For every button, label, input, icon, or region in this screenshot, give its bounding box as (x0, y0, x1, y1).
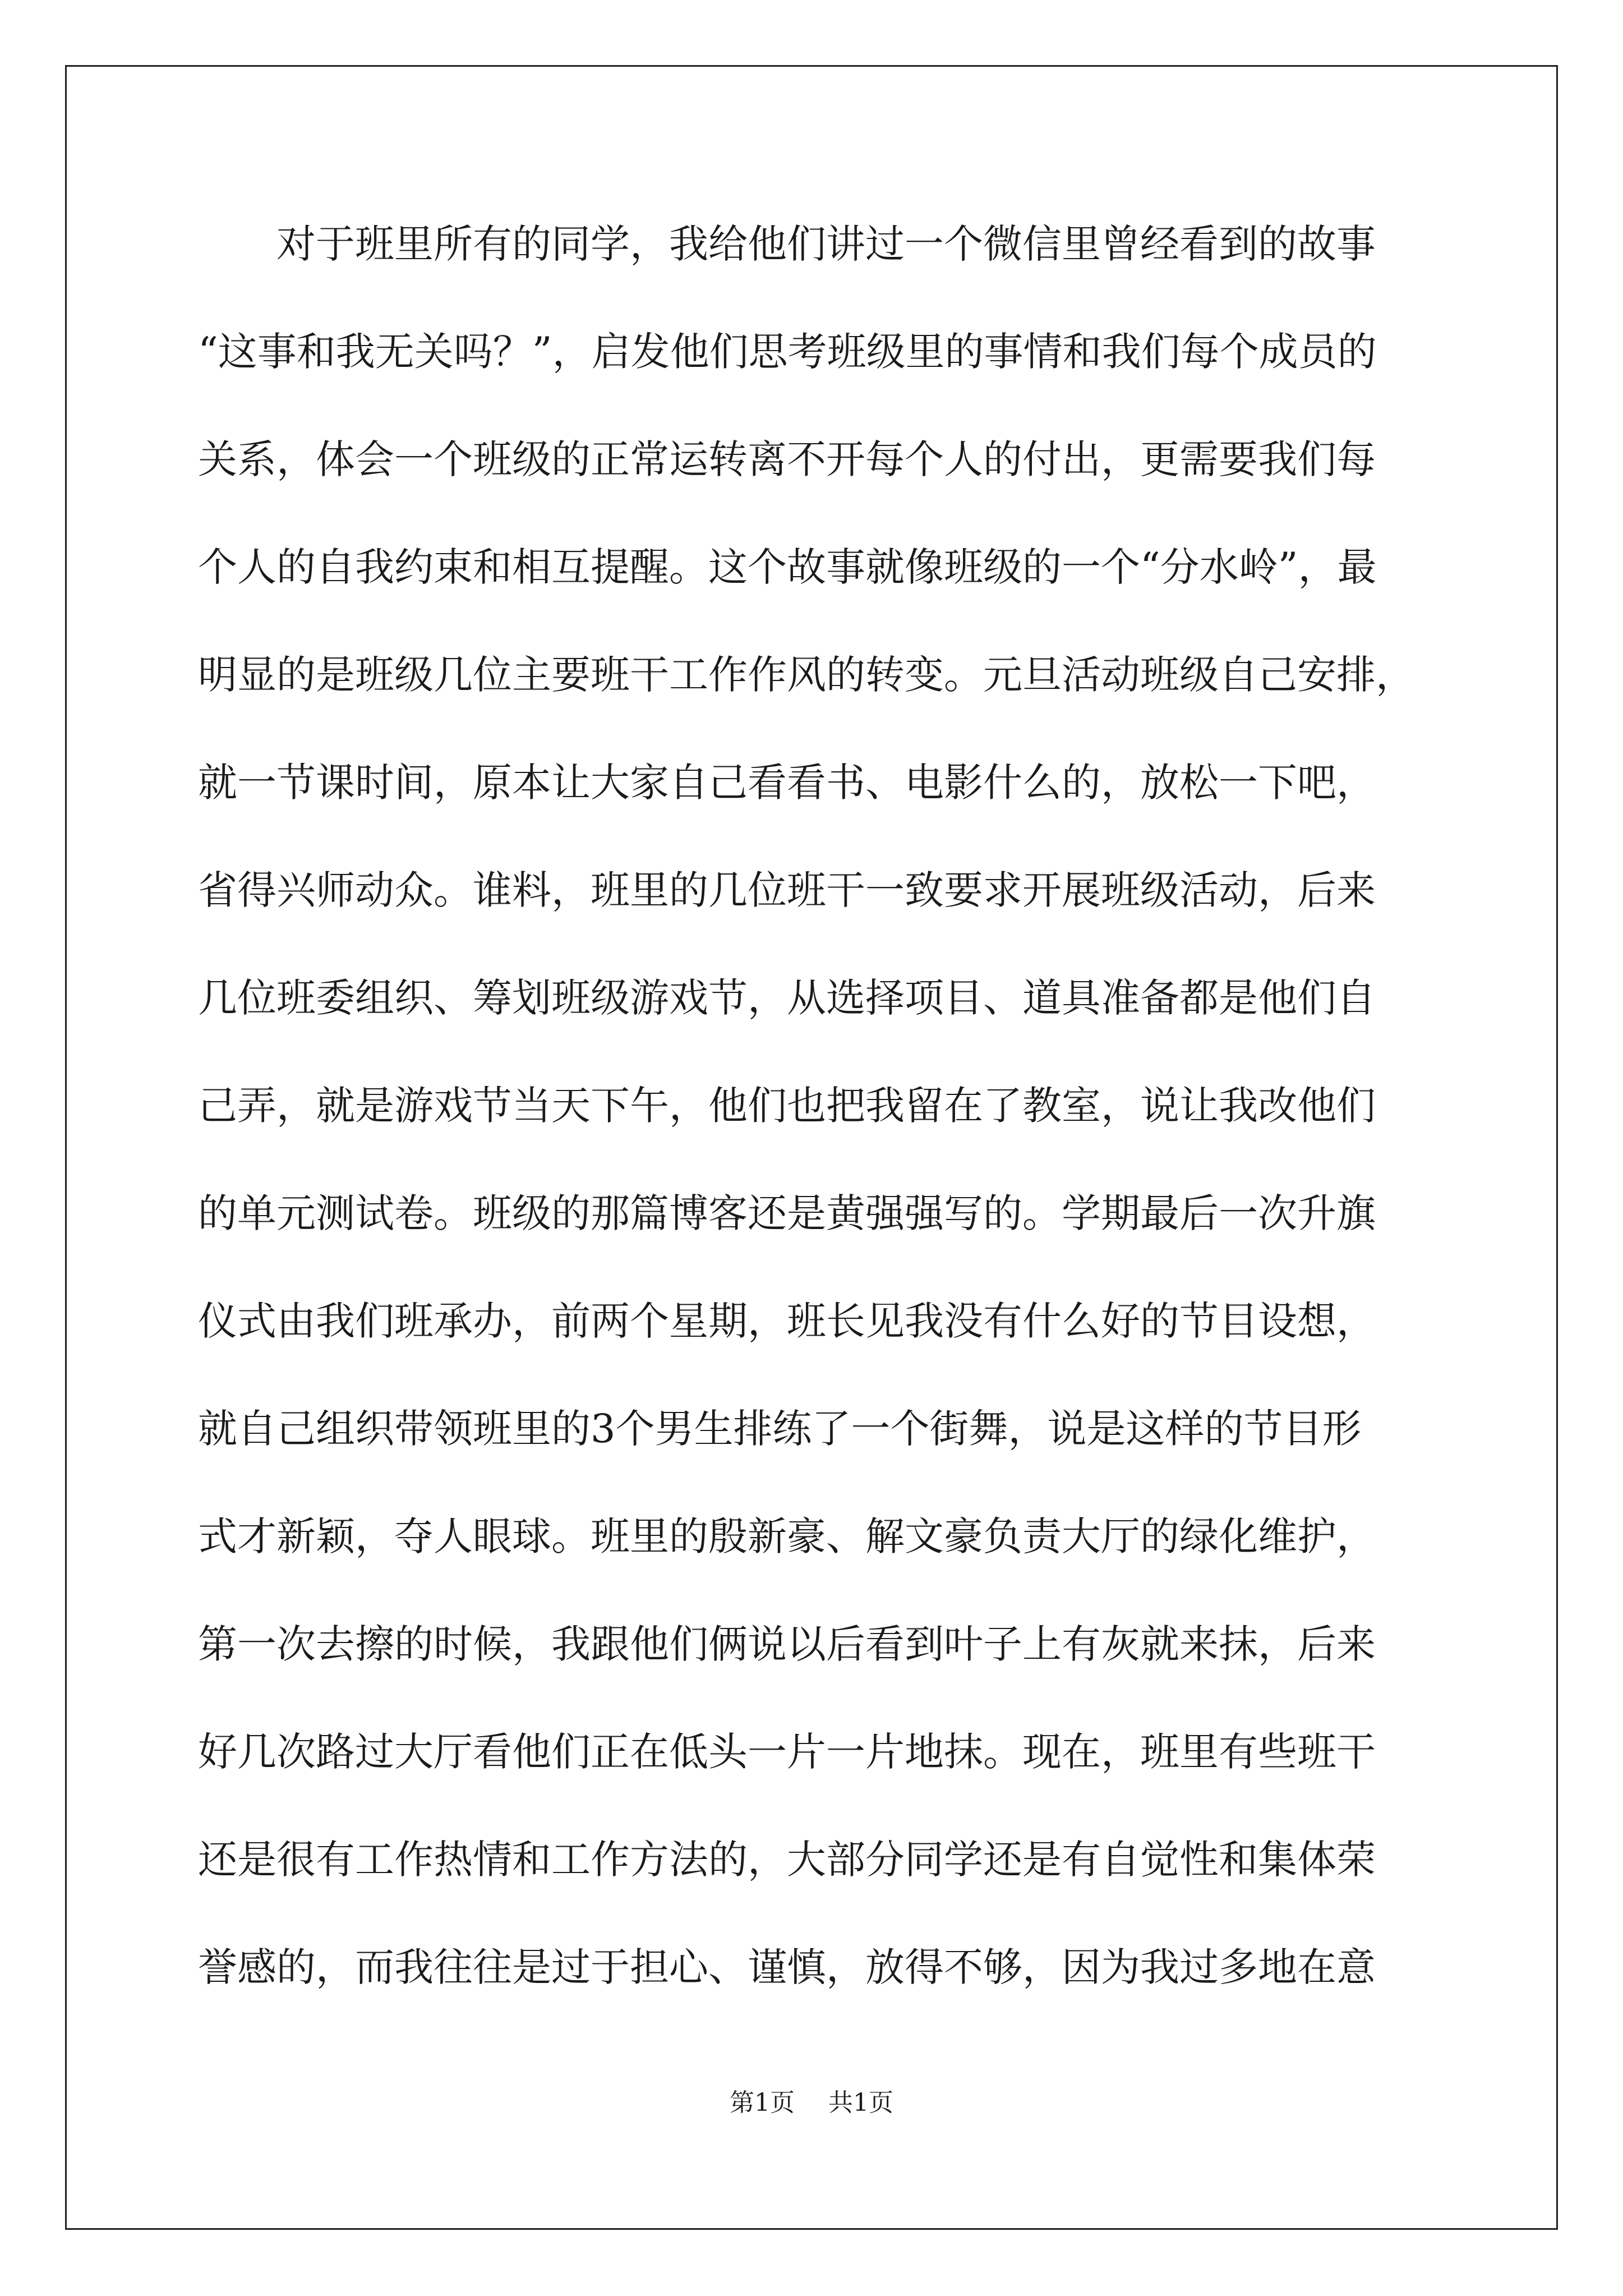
paragraph-line: 第一次去擦的时候，我跟他们俩说以后看到叶子上有灰就来抹，后来 (198, 1621, 1376, 1667)
paragraph-line: “这事和我无关吗？”，启发他们思考班级里的事情和我们每个成员的 (198, 329, 1377, 375)
paragraph-line: 明显的是班级几位主要班干工作作风的转变。元旦活动班级自己安排， (198, 652, 1415, 698)
paragraph-line: 己弄，就是游戏节当天下午，他们也把我留在了教室，说让我改他们 (198, 1083, 1376, 1129)
paragraph-line: 式才新颖，夺人眼球。班里的殷新豪、解文豪负责大厅的绿化维护， (198, 1513, 1376, 1559)
paragraph-line: 就一节课时间，原本让大家自己看看书、电影什么的，放松一下吧， (198, 760, 1376, 806)
paragraph-line: 几位班委组织、筹划班级游戏节，从选择项目、道具准备都是他们自 (198, 975, 1376, 1021)
page-number-current: 第1页 (730, 2088, 795, 2117)
page-number-total: 共1页 (828, 2088, 893, 2117)
paragraph-line: 关系，体会一个班级的正常运转离不开每个人的付出，更需要我们每 (198, 436, 1376, 482)
paragraph-line: 个人的自我约束和相互提醒。这个故事就像班级的一个“分水岭”，最 (198, 544, 1377, 590)
paragraph-line: 誉感的，而我往往是过于担心、谨慎，放得不够，因为我过多地在意 (198, 1944, 1376, 1990)
paragraph-line: 的单元测试卷。班级的那篇博客还是黄强强写的。学期最后一次升旗 (198, 1190, 1376, 1236)
paragraph-line: 还是很有工作热情和工作方法的，大部分同学还是有自觉性和集体荣 (198, 1837, 1376, 1883)
paragraph-line: 对于班里所有的同学，我给他们讲过一个微信里曾经看到的故事 (276, 221, 1376, 267)
paragraph-line: 好几次路过大厅看他们正在低头一片一片地抹。现在，班里有些班干 (198, 1729, 1376, 1775)
paragraph-line: 就自己组织带领班里的3个男生排练了一个街舞，说是这样的节目形 (198, 1406, 1362, 1452)
paragraph-line: 省得兴师动众。谁料，班里的几位班干一致要求开展班级活动，后来 (198, 867, 1376, 913)
page-footer (0, 2082, 1623, 2118)
paragraph-line: 仪式由我们班承办，前两个星期，班长见我没有什么好的节目设想， (198, 1298, 1376, 1344)
